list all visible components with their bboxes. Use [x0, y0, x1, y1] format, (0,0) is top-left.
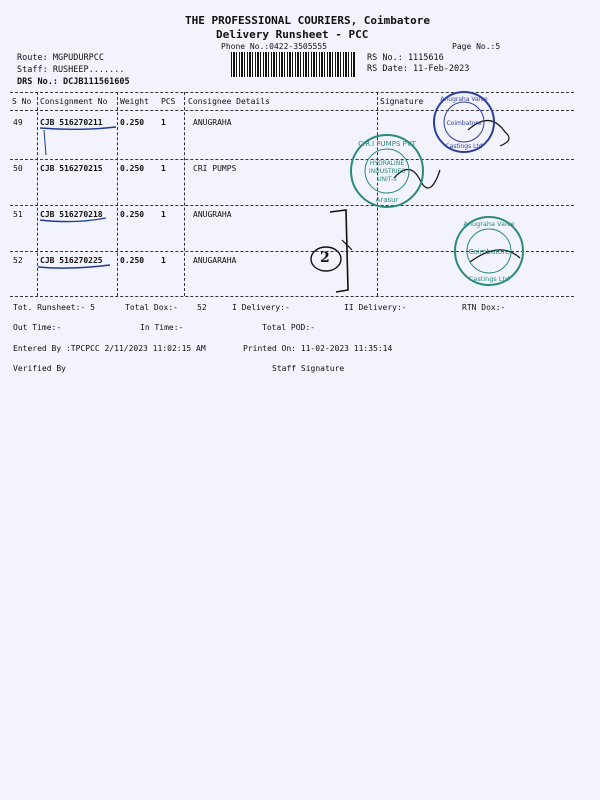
entered-by: Entered By :TPCPCC 2/11/2023 11:02:15 AM: [13, 344, 206, 353]
svg-text:UNIT-II: UNIT-II: [377, 176, 397, 183]
row-pcs: 1: [161, 118, 166, 127]
row-consignee: ANUGARAHA: [193, 256, 237, 265]
row-weight: 0.250: [120, 164, 145, 173]
row-consignment: CJB 516270225: [40, 256, 103, 265]
staff-label: Staff: RUSHEEP.......: [17, 65, 125, 75]
total-pod: Total POD:-: [262, 323, 315, 332]
in-time: In Time:-: [140, 323, 184, 332]
company-stamp-anugraha-2: [452, 214, 526, 288]
page-number: Page No.:5: [452, 42, 501, 51]
rs-date: RS Date: 11-Feb-2023: [367, 64, 470, 74]
svg-text:Anugraha Valve: Anugraha Valve: [440, 96, 488, 103]
row-consignment: CJB 516270211: [40, 118, 103, 127]
svg-text:HYDRALINE: HYDRALINE: [369, 160, 405, 167]
verified-by: Verified By: [13, 364, 66, 373]
row-consignee: ANUGRAHA: [193, 210, 232, 219]
svg-text:Coimbatore: Coimbatore: [446, 120, 482, 127]
row-pcs: 1: [161, 164, 166, 173]
row-weight: 0.250: [120, 256, 145, 265]
row-consignment: CJB 516270218: [40, 210, 103, 219]
out-time: Out Time:-: [13, 323, 62, 332]
handwritten-number: 2: [320, 250, 330, 266]
total-dox-label: Total Dox:-: [125, 303, 178, 312]
tot-runsheet: Tot. Runsheet:- 5: [13, 303, 95, 312]
row-sno: 52: [13, 256, 23, 265]
col-header-pcs: PCS: [161, 97, 176, 106]
row-pcs: 1: [161, 256, 166, 265]
total-dox-value: 52: [197, 303, 207, 312]
row-sno: 50: [13, 164, 23, 173]
col-header-consignee: Consignee Details: [188, 97, 270, 106]
row-consignment: CJB 516270215: [40, 164, 103, 173]
col-header-weight: Weight: [120, 97, 149, 106]
i-delivery: I Delivery:-: [232, 303, 290, 312]
row-consignee: ANUGRAHA: [193, 118, 232, 127]
rs-number: RS No.: 1115616: [367, 53, 444, 63]
svg-text:C.R.I PUMPS PVT: C.R.I PUMPS PVT: [358, 140, 416, 148]
printed-on: Printed On: 11-02-2023 11:35:14: [243, 344, 393, 353]
row-weight: 0.250: [120, 210, 145, 219]
col-header-signature: Signature: [380, 97, 424, 106]
svg-text:Castings Ltd: Castings Ltd: [468, 275, 510, 283]
ii-delivery: II Delivery:-: [344, 303, 407, 312]
route-label: Route: MGPUDURPCC: [17, 53, 104, 63]
company-name: THE PROFESSIONAL COURIERS, Coimbatore: [185, 14, 431, 27]
col-header-sno: S No: [12, 97, 32, 106]
rtn-dox: RTN Dox:-: [462, 303, 506, 312]
staff-signature: Staff Signature: [272, 364, 345, 373]
row-sno: 49: [13, 118, 23, 127]
company-stamp-cri: [348, 132, 426, 210]
col-header-consignment: Consignment No: [40, 97, 108, 106]
svg-text:Anugraha Valve: Anugraha Valve: [463, 220, 515, 228]
svg-text:Arasur: Arasur: [375, 196, 399, 204]
row-sno: 51: [13, 210, 23, 219]
company-stamp-anugraha: [432, 90, 496, 154]
phone-number: Phone No.:0422-3505555: [221, 42, 327, 51]
svg-text:INDUSTRIES: INDUSTRIES: [368, 168, 406, 175]
svg-text:Coimbatore: Coimbatore: [468, 248, 510, 256]
row-pcs: 1: [161, 210, 166, 219]
runsheet-title: Delivery Runsheet - PCC: [216, 28, 369, 41]
row-consignee: CRI PUMPS: [193, 164, 237, 173]
row-weight: 0.250: [120, 118, 145, 127]
svg-text:Castings Ltd: Castings Ltd: [445, 143, 483, 150]
drs-number: DRS No.: DCJB111561605: [17, 77, 130, 87]
